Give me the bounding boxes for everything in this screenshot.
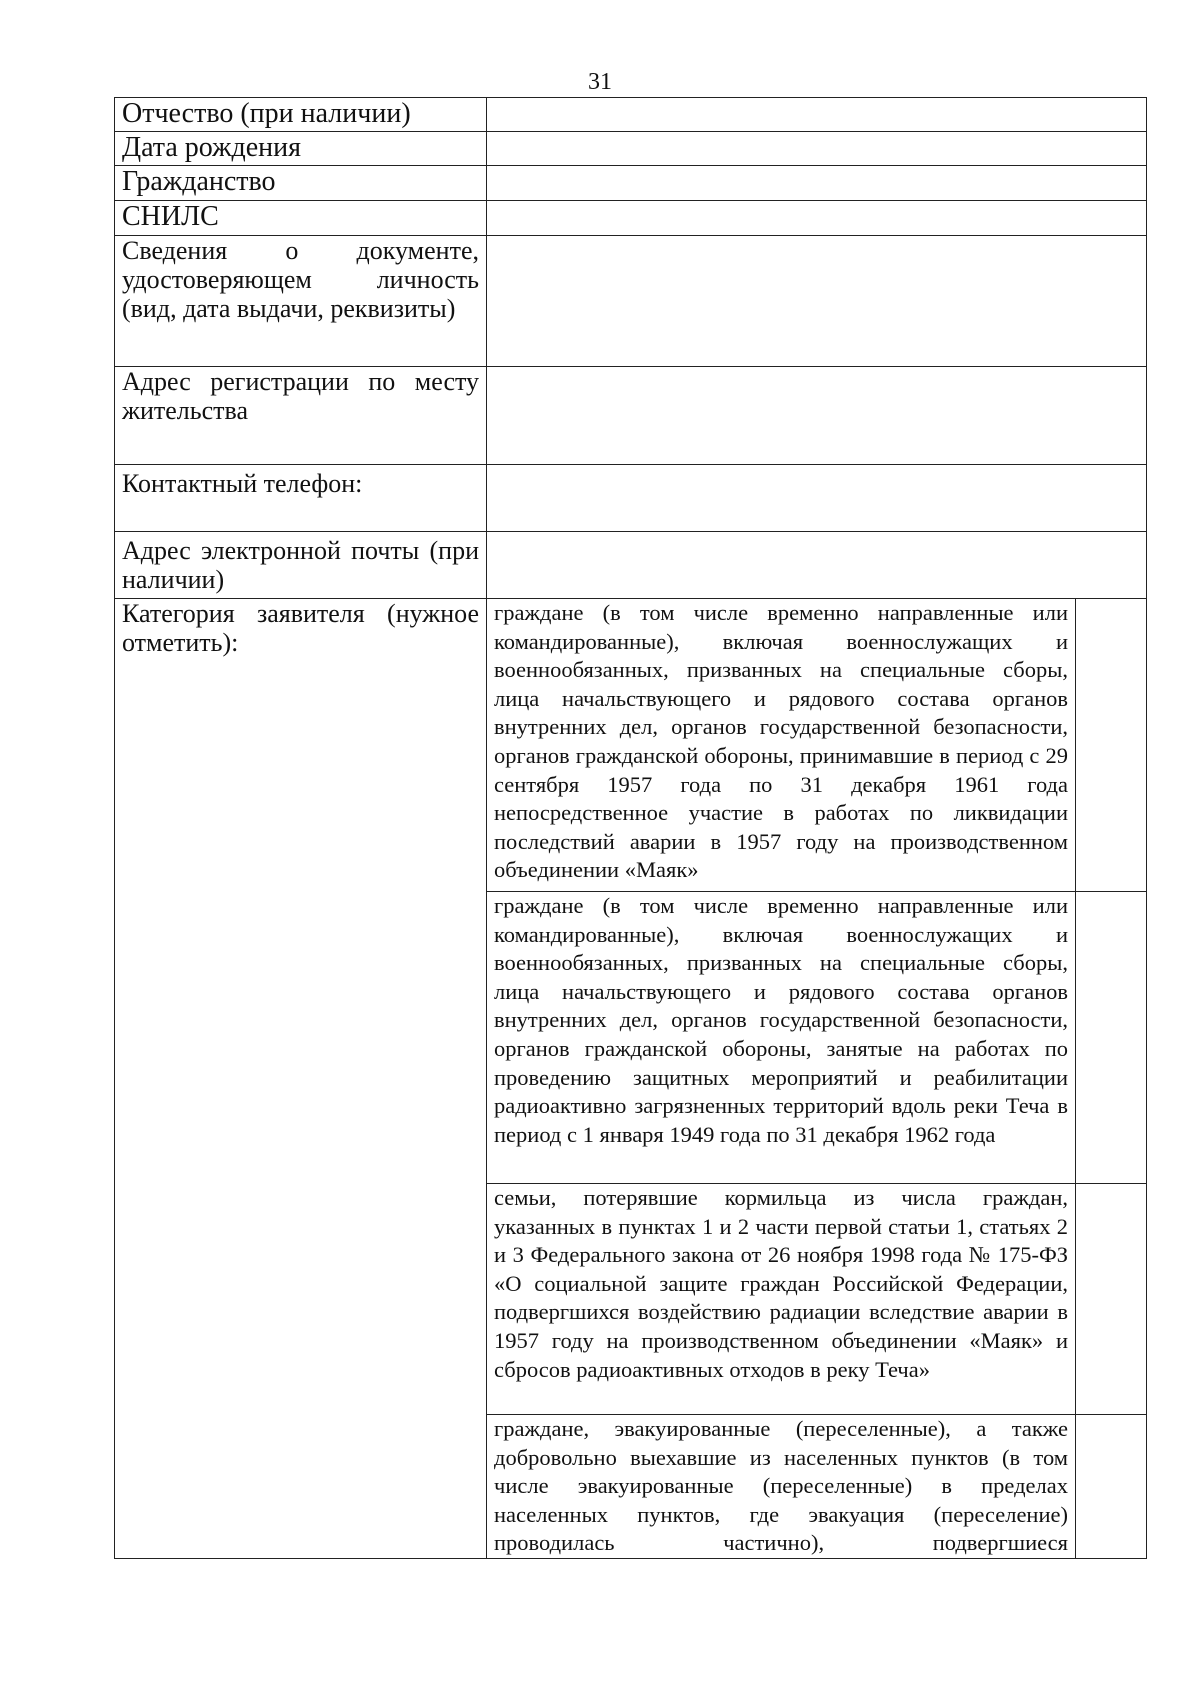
category-option-checkbox-2[interactable] <box>1076 892 1147 1184</box>
field-label-phone: Контактный телефон: <box>115 465 487 532</box>
field-value-patronymic[interactable] <box>487 98 1147 132</box>
field-label-citizenship: Гражданство <box>115 166 487 201</box>
field-row-snils <box>115 201 1147 236</box>
field-row-patronymic <box>115 98 1147 132</box>
field-value-snils[interactable] <box>487 201 1147 236</box>
field-label-patronymic: Отчество (при наличии) <box>115 98 487 132</box>
field-row-registration-address <box>115 367 1147 465</box>
field-label-birth-date: Дата рождения <box>115 132 487 166</box>
field-label-registration-address: Адрес регистрации по месту жительства <box>115 367 487 465</box>
field-row-email <box>115 532 1147 599</box>
category-label: Категория заявителя (нужное отметить): <box>115 599 487 1559</box>
field-label-email: Адрес электронной почты (при наличии) <box>115 532 487 599</box>
field-row-citizenship <box>115 166 1147 201</box>
category-option-checkbox-4[interactable] <box>1076 1415 1147 1559</box>
category-option-text-2: граждане (в том числе временно направленные или командированные), включая военнослужащих и военнообязанных, призванных на специальные сборы, лица начальствующего и рядового состава органов внутренних дел, органов государственной безопасности, органов гражданской обороны, занятые на работах по проведению защитных мероприятий и реабилитации радиоактивно загрязненных территорий вдоль реки Теча в период с 1 января 1949 года по 31 декабря 1962 года <box>487 892 1076 1184</box>
category-option-checkbox-1[interactable] <box>1076 599 1147 892</box>
field-value-email[interactable] <box>487 532 1147 599</box>
field-value-birth-date[interactable] <box>487 132 1147 166</box>
field-row-birth-date <box>115 132 1147 166</box>
field-value-identity-document[interactable] <box>487 236 1147 367</box>
field-label-snils: СНИЛС <box>115 201 487 236</box>
field-row-identity-document <box>115 236 1147 367</box>
category-option-text-4: граждане, эвакуированные (переселенные), а также добровольно выехавшие из населенных пунктов (в том числе эвакуированные (переселенные) в пределах населенных пунктов, где эвакуация (переселение) проводилась частично), подвергшиеся <box>487 1415 1076 1559</box>
field-label-identity-document: Сведения о документе, удостоверяющем личность (вид, дата выдачи, реквизиты) <box>115 236 487 367</box>
page-number: 31 <box>588 69 612 95</box>
field-row-phone <box>115 465 1147 532</box>
field-value-registration-address[interactable] <box>487 367 1147 465</box>
field-value-phone[interactable] <box>487 465 1147 532</box>
category-option-text-1: граждане (в том числе временно направленные или командированные), включая военнослужащих и военнообязанных, призванных на специальные сборы, лица начальствующего и рядового состава органов внутренних дел, органов государственной безопасности, органов гражданской обороны, принимавшие в период с 29 сентября 1957 года по 31 декабря 1961 года непосредственное участие в работах по ликвидации последствий аварии в 1957 году на производственном объединении «Маяк» <box>487 599 1076 892</box>
category-option-text-3: семьи, потерявшие кормильца из числа граждан, указанных в пунктах 1 и 2 части первой статьи 1, статьях 2 и 3 Федерального закона от 26 ноября 1998 года № 175-ФЗ «О социальной защите граждан Российской Федерации, подвергшихся воздействию радиации вследствие аварии в 1957 году на производственном объединении «Маяк» и сбросов радиоактивных отходов в реку Теча» <box>487 1184 1076 1415</box>
category-option-checkbox-3[interactable] <box>1076 1184 1147 1415</box>
application-form-table <box>114 97 1147 1559</box>
category-option-row-1 <box>115 599 1147 892</box>
field-value-citizenship[interactable] <box>487 166 1147 201</box>
